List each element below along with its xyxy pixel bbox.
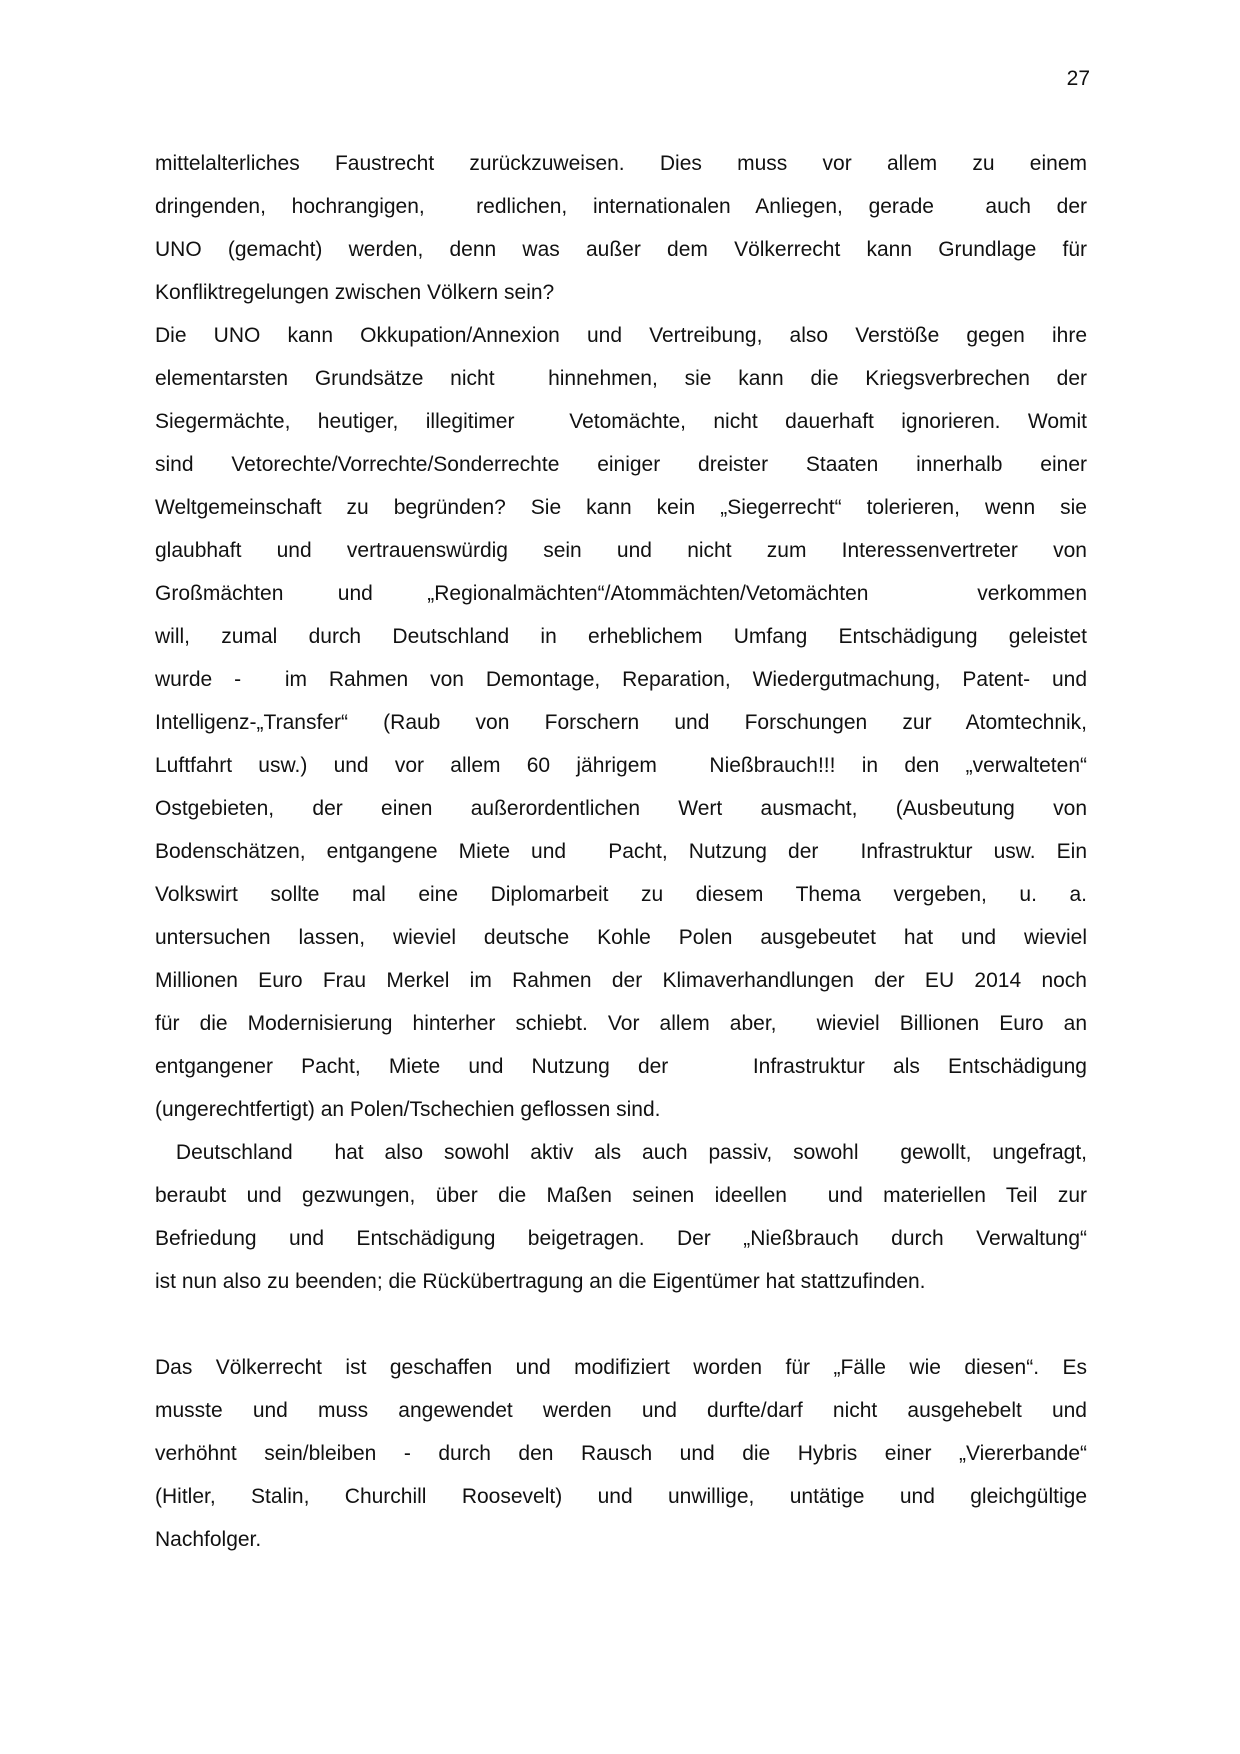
text-line: Befriedung und Entschädigung beigetragen. Der „Nießbrauch durch Verwaltung“ bbox=[155, 1227, 1087, 1250]
text-line: Luftfahrt usw.) und vor allem 60 jährigem Nießbrauch!!! in den „verwalteten“ bbox=[155, 754, 1087, 777]
text-line: dringenden, hochrangigen, redlichen, internationalen Anliegen, gerade auch der bbox=[155, 195, 1087, 218]
text-line: beraubt und gezwungen, über die Maßen seinen ideellen und materiellen Teil zur bbox=[155, 1184, 1087, 1207]
text-line: untersuchen lassen, wieviel deutsche Kohle Polen ausgebeutet hat und wieviel bbox=[155, 926, 1087, 949]
text-line: will, zumal durch Deutschland in erheblichem Umfang Entschädigung geleistet bbox=[155, 625, 1087, 648]
text-line: Deutschland hat also sowohl aktiv als auch passiv, sowohl gewollt, ungefragt, bbox=[155, 1141, 1087, 1164]
blank-line bbox=[155, 1303, 1087, 1346]
text-line: Die UNO kann Okkupation/Annexion und Vertreibung, also Verstöße gegen ihre bbox=[155, 324, 1087, 347]
document-body bbox=[155, 142, 1087, 1561]
text-line: musste und muss angewendet werden und durfte/darf nicht ausgehebelt und bbox=[155, 1399, 1087, 1422]
text-line: Millionen Euro Frau Merkel im Rahmen der Klimaverhandlungen der EU 2014 noch bbox=[155, 969, 1087, 992]
text-line: entgangener Pacht, Miete und Nutzung der Infrastruktur als Entschädigung bbox=[155, 1055, 1087, 1078]
text-line: für die Modernisierung hinterher schiebt. Vor allem aber, wieviel Billionen Euro an bbox=[155, 1012, 1087, 1035]
text-line: (Hitler, Stalin, Churchill Roosevelt) und unwillige, untätige und gleichgültige bbox=[155, 1485, 1087, 1508]
text-line: Volkswirt sollte mal eine Diplomarbeit zu diesem Thema vergeben, u. a. bbox=[155, 883, 1087, 906]
page-number: 27 bbox=[1066, 67, 1090, 90]
text-line: glaubhaft und vertrauenswürdig sein und nicht zum Interessenvertreter von bbox=[155, 539, 1087, 562]
text-line: ist nun also zu beenden; die Rückübertragung an die Eigentümer hat stattzufinden. bbox=[155, 1270, 926, 1293]
text-line: elementarsten Grundsätze nicht hinnehmen, sie kann die Kriegsverbrechen der bbox=[155, 367, 1087, 390]
text-line: Großmächten und „Regionalmächten“/Atommächten/Vetomächten verkommen bbox=[155, 582, 1087, 605]
text-line: Bodenschätzen, entgangene Miete und Pacht, Nutzung der Infrastruktur usw. Ein bbox=[155, 840, 1087, 863]
text-line: UNO (gemacht) werden, denn was außer dem Völkerrecht kann Grundlage für bbox=[155, 238, 1087, 261]
text-line: Konfliktregelungen zwischen Völkern sein? bbox=[155, 281, 555, 304]
text-line: Intelligenz-„Transfer“ (Raub von Forschern und Forschungen zur Atomtechnik, bbox=[155, 711, 1087, 734]
text-line: Siegermächte, heutiger, illegitimer Vetomächte, nicht dauerhaft ignorieren. Womit bbox=[155, 410, 1087, 433]
text-line: (ungerechtfertigt) an Polen/Tschechien geflossen sind. bbox=[155, 1098, 661, 1121]
text-line: Ostgebieten, der einen außerordentlichen Wert ausmacht, (Ausbeutung von bbox=[155, 797, 1087, 820]
text-line: Das Völkerrecht ist geschaffen und modifiziert worden für „Fälle wie diesen“. Es bbox=[155, 1356, 1087, 1379]
text-line: Nachfolger. bbox=[155, 1528, 262, 1551]
text-line: mittelalterliches Faustrecht zurückzuweisen. Dies muss vor allem zu einem bbox=[155, 152, 1087, 175]
text-line: wurde - im Rahmen von Demontage, Reparation, Wiedergutmachung, Patent- und bbox=[155, 668, 1087, 691]
text-line: verhöhnt sein/bleiben - durch den Rausch und die Hybris einer „Viererbande“ bbox=[155, 1442, 1087, 1465]
text-line: sind Vetorechte/Vorrechte/Sonderrechte einiger dreister Staaten innerhalb einer bbox=[155, 453, 1087, 476]
text-line: Weltgemeinschaft zu begründen? Sie kann kein „Siegerrecht“ tolerieren, wenn sie bbox=[155, 496, 1087, 519]
